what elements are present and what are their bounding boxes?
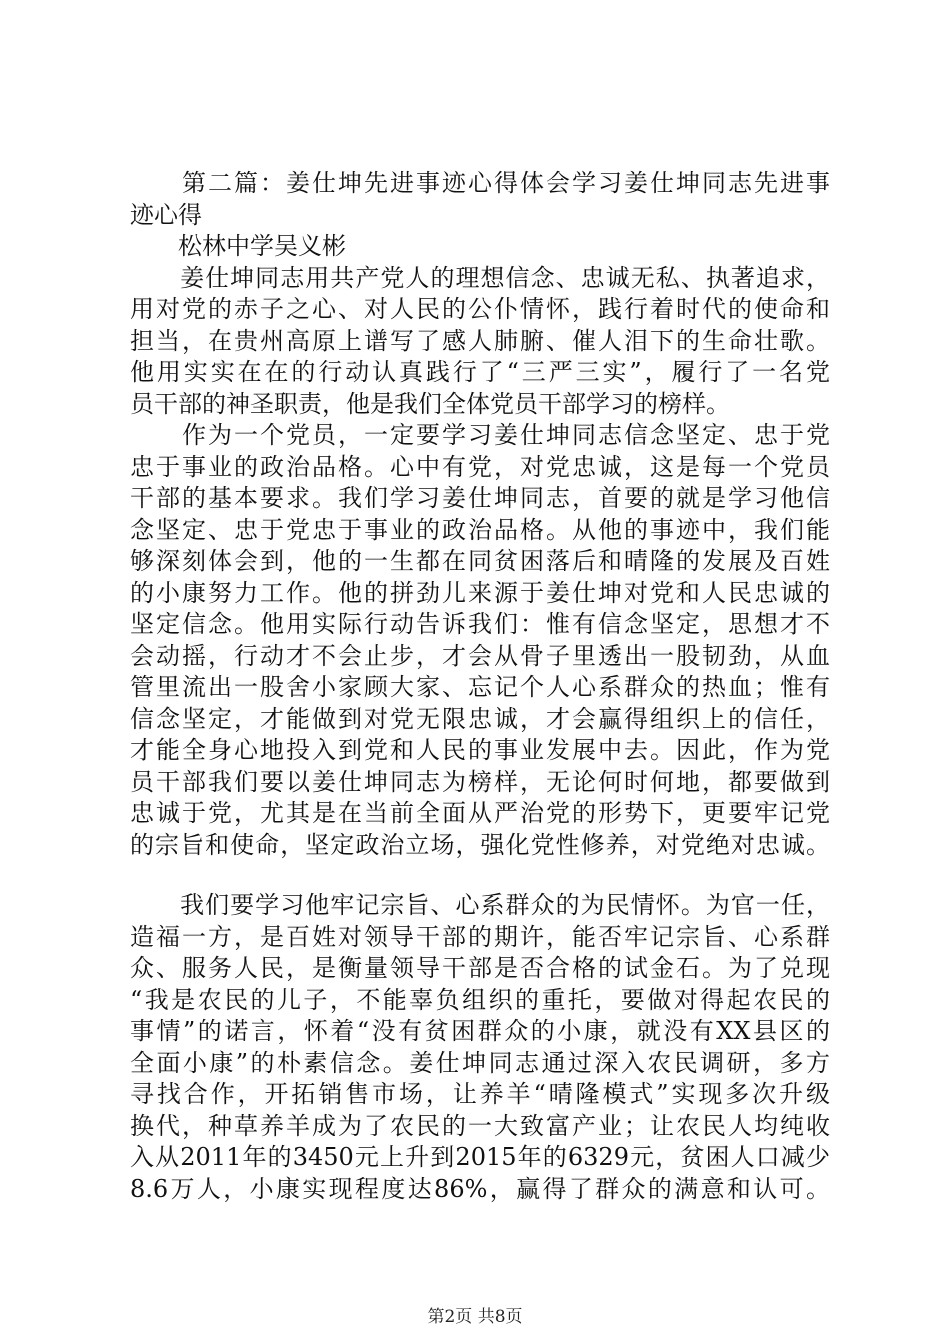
text-line: 会动摇，行动才不会止步，才会从骨子里透出一股韧劲，从血 bbox=[130, 641, 830, 670]
author-line bbox=[130, 231, 830, 263]
text-line: 忠诚于党，尤其是在当前全面从严治党的形势下，更要牢记党 bbox=[130, 799, 830, 827]
title-paragraph bbox=[130, 168, 830, 231]
text-line: 他用实实在在的行动认真践行了“三严三实”，履行了一名党 bbox=[130, 358, 830, 386]
text-line: 的小康努力工作。他的拼劲儿来源于姜仕坤对党和人民忠诚的 bbox=[130, 578, 830, 607]
text-line: 迹心得 bbox=[130, 200, 202, 229]
text-line: 管里流出一股舍小家顾大家、忘记个人心系群众的热血；惟有 bbox=[130, 673, 830, 701]
text-line: 寻找合作，开拓销售市场，让养羊“晴隆模式”实现多次升级 bbox=[130, 1080, 830, 1108]
text-line: 换代，种草养羊成为了农民的一大致富产业；让农民人均纯收 bbox=[130, 1111, 830, 1140]
text-line: 才能全身心地投入到党和人民的事业发展中去。因此，作为党 bbox=[130, 736, 830, 764]
text-line: 第二篇：姜仕坤先进事迹心得体会学习姜仕坤同志先进事 bbox=[130, 169, 830, 197]
text-line: 事情”的诺言，怀着“没有贫困群众的小康，就没有XX县区的 bbox=[130, 1017, 830, 1045]
page-number-footer: 第2页 共8页 bbox=[427, 1307, 523, 1327]
text-line: 8.6万人，小康实现程度达86%，赢得了群众的满意和认可。 bbox=[130, 1174, 830, 1203]
text-line: 坚定信念。他用实际行动告诉我们：惟有信念坚定，思想才不 bbox=[130, 610, 830, 638]
text-line: 造福一方，是百姓对领导干部的期许，能否牢记宗旨、心系群 bbox=[130, 922, 830, 951]
paragraph-1 bbox=[130, 263, 830, 421]
text-line: 忠于事业的政治品格。心中有党，对党忠诚，这是每一个党员 bbox=[130, 452, 830, 481]
document-body bbox=[130, 168, 830, 1205]
text-line: 众、服务人民，是衡量领导干部是否合格的试金石。为了兑现 bbox=[130, 954, 830, 982]
text-line: 全面小康”的朴素信念。姜仕坤同志通过深入农民调研，多方 bbox=[130, 1048, 830, 1077]
text-line: 担当，在贵州高原上谱写了感人肺腑、催人泪下的生命壮歌。 bbox=[130, 326, 830, 355]
text-line: 够深刻体会到，他的一生都在同贫困落后和晴隆的发展及百姓 bbox=[130, 547, 830, 575]
paragraph-spacer bbox=[130, 861, 830, 890]
text-line: 松林中学吴义彬 bbox=[130, 232, 346, 260]
text-line: 念坚定、忠于党忠于事业的政治品格。从他的事迹中，我们能 bbox=[130, 515, 830, 544]
text-line: 我们要学习他牢记宗旨、心系群众的为民情怀。为官一任， bbox=[130, 891, 830, 919]
text-line: 干部的基本要求。我们学习姜仕坤同志，首要的就是学习他信 bbox=[130, 484, 830, 512]
paragraph-3 bbox=[130, 890, 830, 1205]
text-line: “我是农民的儿子，不能辜负组织的重托，要做对得起农民的 bbox=[130, 985, 830, 1014]
text-line: 用对党的赤子之心、对人民的公仆情怀，践行着时代的使命和 bbox=[130, 295, 830, 323]
text-line: 员干部我们要以姜仕坤同志为榜样，无论何时何地，都要做到 bbox=[130, 767, 830, 796]
text-line: 信念坚定，才能做到对党无限忠诚，才会赢得组织上的信任， bbox=[130, 704, 830, 733]
text-line: 姜仕坤同志用共产党人的理想信念、忠诚无私、执著追求， bbox=[130, 263, 830, 292]
text-line: 入从2011年的3450元上升到2015年的6329元，贫困人口减少 bbox=[130, 1143, 830, 1171]
text-line: 的宗旨和使命，坚定政治立场，强化党性修养，对党绝对忠诚。 bbox=[130, 830, 830, 859]
paragraph-2 bbox=[130, 420, 830, 861]
text-line: 员干部的神圣职责，他是我们全体党员干部学习的榜样。 bbox=[130, 389, 730, 418]
text-line: 作为一个党员，一定要学习姜仕坤同志信念坚定、忠于党 bbox=[130, 421, 830, 449]
